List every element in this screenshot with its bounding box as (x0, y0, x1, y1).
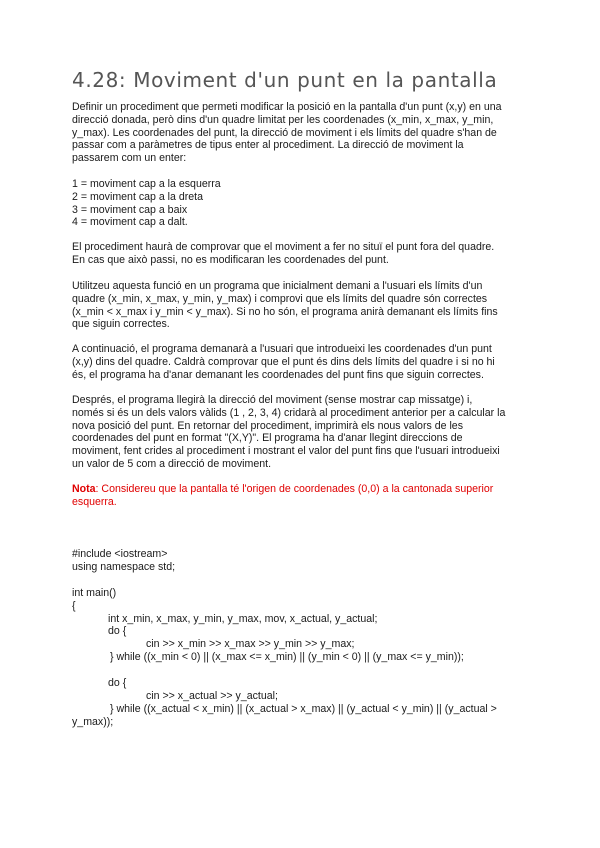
paragraph-line: Després, el programa llegirà la direcció del moviment (sense mostrar cap missatge) i, (72, 394, 473, 406)
intro-line: y_max). Les coordenades del punt, la direcció de moviment i els límits del quadre s'han de (72, 126, 497, 139)
paragraph-line: A continuació, el programa demanarà a l'usuari que introdueixi les coordenades d'un punt (72, 343, 492, 355)
code-line: do { (108, 677, 127, 690)
code-line: using namespace std; (72, 560, 176, 573)
note-line (72, 483, 530, 496)
page-title: 4.28: Moviment d'un punt en la pantalla (72, 68, 498, 92)
code-line: do { (108, 625, 127, 638)
paragraph-line: Utilitzeu aquesta funció en un programa que inicialment demani a l'usuari els límits d'un (72, 280, 483, 292)
procedure-paragraph (72, 241, 530, 267)
note-paragraph (72, 483, 530, 509)
note-label: Nota (72, 483, 96, 495)
paragraph-line: quadre (x_min, x_max, y_min, y_max) i comprovi que els límits del quadre són correctes (72, 292, 488, 305)
note-text-continued: esquerra. (72, 495, 117, 508)
paragraph-line: només si és un dels valors vàlids (1 , 2, 3, 4) cridarà al procediment anterior per a calcular la (72, 406, 506, 419)
intro-line: Definir un procediment que permeti modificar la posició en la pantalla d'un punt (x,y) en una (72, 101, 502, 113)
paragraph-line: En cas que això passi, no es modificaran les coordenades del punt. (72, 253, 389, 266)
code-line: } while ((x_actual < x_min) || (x_actual > x_max) || (y_actual < y_min) || (y_actual > (110, 702, 497, 715)
code-line: } while ((x_min < 0) || (x_max <= x_min) || (y_min < 0) || (y_max <= y_min)); (110, 651, 464, 664)
point-paragraph (72, 343, 530, 381)
direction-item: 2 = moviment cap a la dreta (72, 190, 204, 203)
code-blank (72, 574, 532, 587)
code-blank (72, 664, 532, 677)
paragraph-line: nova posició del punt. En retornar del procediment, imprimirà els nous valors de les (72, 419, 463, 432)
code-block (72, 548, 532, 729)
direction-item: 4 = moviment cap a dalt. (72, 216, 188, 229)
paragraph-line: és, el programa ha d'anar demanant les coordenades del punt fins que siguin correctes. (72, 368, 484, 381)
usage-paragraph (72, 280, 530, 331)
paragraph-line: (x_min < x_max i y_min < y_max). Si no ho són, el programa anirà demanant els límits fins (72, 305, 498, 318)
movement-paragraph (72, 394, 530, 471)
direction-list (72, 178, 530, 229)
intro-line: passarem com un enter: (72, 152, 187, 165)
direction-item: 3 = moviment cap a baix (72, 203, 188, 216)
paragraph-line: El procediment haurà de comprovar que el moviment a fer no situï el punt fora del quadre. (72, 241, 495, 253)
paragraph-line: que siguin correctes. (72, 318, 170, 331)
direction-item: 1 = moviment cap a la esquerra (72, 178, 221, 190)
paragraph-line: coordenades del punt en format "(X,Y)". El programa ha d'anar llegint direccions de (72, 432, 463, 445)
code-line: cin >> x_actual >> y_actual; (146, 689, 278, 702)
note-text: : Considereu que la pantalla té l'origen de coordenades (0,0) a la cantonada superior (95, 483, 494, 495)
code-line: int x_min, x_max, y_min, y_max, mov, x_actual, y_actual; (108, 612, 378, 625)
intro-line: direcció donada, però dins d'un quadre limitat per les coordenades (x_min, x_max, y_min, (72, 113, 494, 126)
code-line: #include <iostream> (72, 548, 168, 560)
paragraph-line: moviment, fent crides al procediment i mostrant el valor del punt fins que l'usuari introdueixi (72, 445, 500, 458)
code-line: { (72, 599, 76, 612)
paragraph-line: un valor de 5 com a direcció de moviment. (72, 457, 272, 470)
paragraph-line: (x,y) dins del quadre. Caldrà comprovar que el punt és dins dels límits del quadre i si no hi (72, 355, 495, 368)
intro-line: passar com a paràmetres de tipus enter al procediment. La direcció de moviment la (72, 139, 464, 152)
code-line: y_max)); (72, 715, 114, 728)
code-line: cin >> x_min >> x_max >> y_min >> y_max; (146, 638, 355, 651)
code-line: int main() (72, 586, 117, 599)
intro-paragraph (72, 101, 530, 165)
